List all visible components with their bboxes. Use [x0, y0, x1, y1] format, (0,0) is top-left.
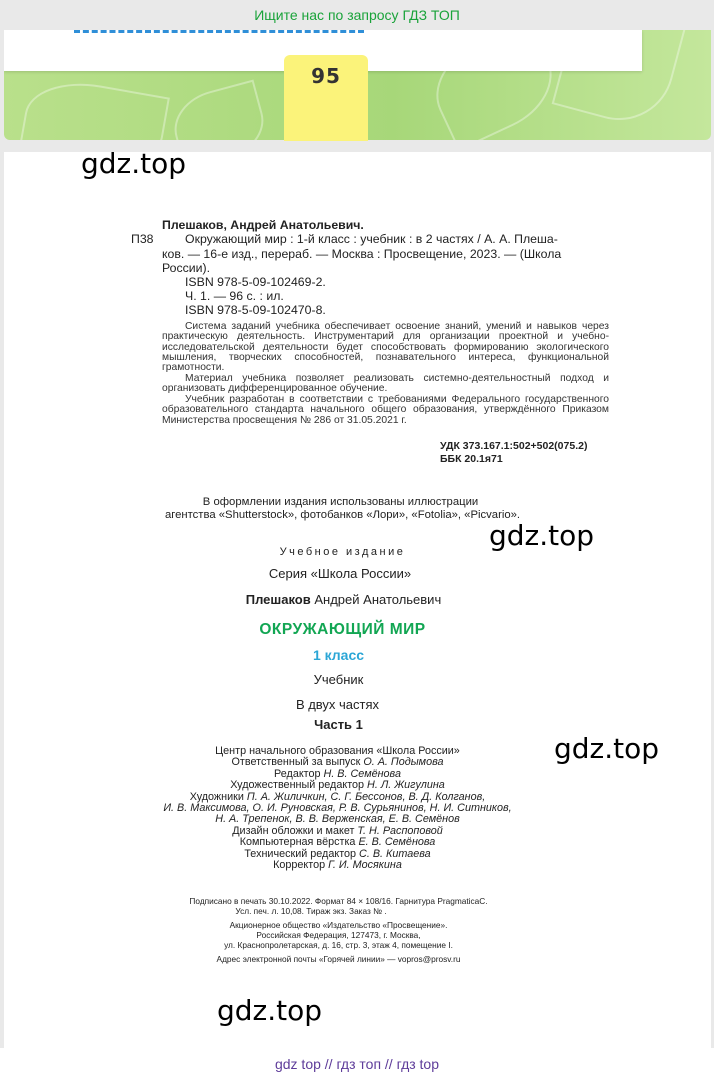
author-surname: Плешаков — [245, 592, 311, 607]
grade-label: 1 класс — [312, 647, 365, 663]
watermark: gdz.top — [81, 147, 187, 180]
cip-description — [162, 232, 609, 276]
leaf-decoration — [18, 73, 170, 140]
credit-line: Ответственный за выпуск О. А. Подымова — [231, 756, 444, 769]
credit-line: Центр начального образования «Школа России» — [215, 745, 460, 757]
credit-line: Редактор Н. В. Семёнова — [274, 767, 401, 780]
imprint-line: Российская Федерация, 127473, г. Москва, — [256, 930, 421, 940]
page-number-tab: 95 — [284, 55, 368, 141]
footer-links[interactable]: gdz top // гдз топ // гдз top — [0, 1048, 714, 1082]
annotation-3: Учебник разработан в соответствии с требованиями Федерального государственного образовательного стандарта начального общего образования, утверждённого Приказом Министерства просвещения № 286 от 31.05.2021 г. — [162, 394, 609, 426]
illustrations-credit — [4, 496, 711, 521]
cip-line: России). — [162, 261, 211, 275]
credit-line: Технический редактор С. В. Китаева — [244, 847, 431, 860]
author-name: Андрей Анатольевич — [314, 592, 442, 607]
imprint-line: Адрес электронной почты «Горячей линии» — vopros@prosv.ru — [216, 954, 461, 964]
credit-line: И. В. Максимова, О. И. Руновская, Р. В. Сурьянинов, Н. И. Ситников, — [163, 802, 512, 815]
cip-code: П38 — [131, 232, 154, 246]
parts-count: В двух частях — [295, 697, 380, 712]
annotation-1: Система заданий учебника обеспечивает освоение знаний, умений и навыков через практическую деятельность. Инструментарий для организации проектной и учебно-исследовательской деятельности будет способствовать формированию экологического мышления, творческих способностей, познавательного интереса, функциональной грамотности. — [162, 321, 609, 374]
cip-part: Ч. 1. — 96 с. : ил. — [185, 289, 284, 303]
credit-line: Компьютерная вёрстка Е. В. Семёнова — [239, 836, 436, 849]
credit-line: Дизайн обложки и макет Т. Н. Распоповой — [232, 824, 443, 837]
cip-line: Окружающий мир : 1-й класс : учебник : в 2 частях / А. А. Плеша- — [185, 232, 558, 246]
illustrations-line: В оформлении издания использованы иллюстрации — [202, 496, 479, 508]
annotation-2: Материал учебника позволяет реализовать системно-деятельностный подход и организовать дифференцированное обучение. — [162, 373, 609, 395]
leaf-decoration — [166, 80, 271, 140]
author-line — [4, 592, 711, 607]
imprint-block — [4, 896, 711, 964]
dashed-strip — [74, 30, 364, 34]
book-kind: Учебник — [313, 672, 364, 687]
credit-line: Корректор Г. И. Мосякина — [273, 859, 402, 872]
credit-line: Художественный редактор Н. Л. Жигулина — [230, 779, 445, 792]
imprint-line: ул. Краснопролетарская, д. 16, стр. 3, этаж 4, помещение I. — [224, 940, 453, 950]
watermark: gdz.top — [489, 519, 595, 552]
series: Серия «Школа России» — [268, 566, 412, 581]
book-title: ОКРУЖАЮЩИЙ МИР — [259, 621, 426, 638]
credit-line: Н. А. Трепенок, В. В. Верженская, Е. В. Семёнов — [215, 813, 460, 826]
book-page — [4, 147, 711, 1048]
imprint-line: Подписано в печать 30.10.2022. Формат 84 × 108/16. Гарнитура PragmaticaC. — [189, 896, 488, 906]
cip-author: Плешаков, Андрей Анатольевич. — [162, 218, 364, 232]
cip-line: ков. — 16-е изд., перераб. — Москва : Просвещение, 2023. — (Школа — [162, 246, 562, 261]
imprint-line: Усл. печ. л. 10,08. Тираж экз. Заказ № . — [235, 906, 387, 916]
part-number: Часть 1 — [314, 717, 363, 732]
isbn-1: ISBN 978-5-09-102469-2. — [185, 275, 326, 289]
watermark: gdz.top — [554, 732, 660, 765]
bbk-code: ББК 20.1я71 — [440, 453, 503, 465]
watermark: gdz.top — [217, 994, 323, 1027]
imprint-line: Акционерное общество «Издательство «Просвещение». — [229, 920, 448, 930]
search-banner: Ищите нас по запросу ГДЗ ТОП — [254, 7, 460, 23]
isbn-2: ISBN 978-5-09-102470-8. — [185, 303, 326, 317]
edition-type: Учебное издание — [279, 546, 406, 558]
illustrations-line: агентства «Shutterstock», фотобанков «Лори», «Fotolia», «Picvario». — [164, 508, 521, 521]
udk-code: УДК 373.167.1:502+502(075.2) — [440, 440, 588, 452]
credits-block — [4, 746, 711, 871]
credit-line: Художники П. А. Жиличкин, С. Г. Бессонов, В. Д. Колганов, — [189, 790, 486, 803]
